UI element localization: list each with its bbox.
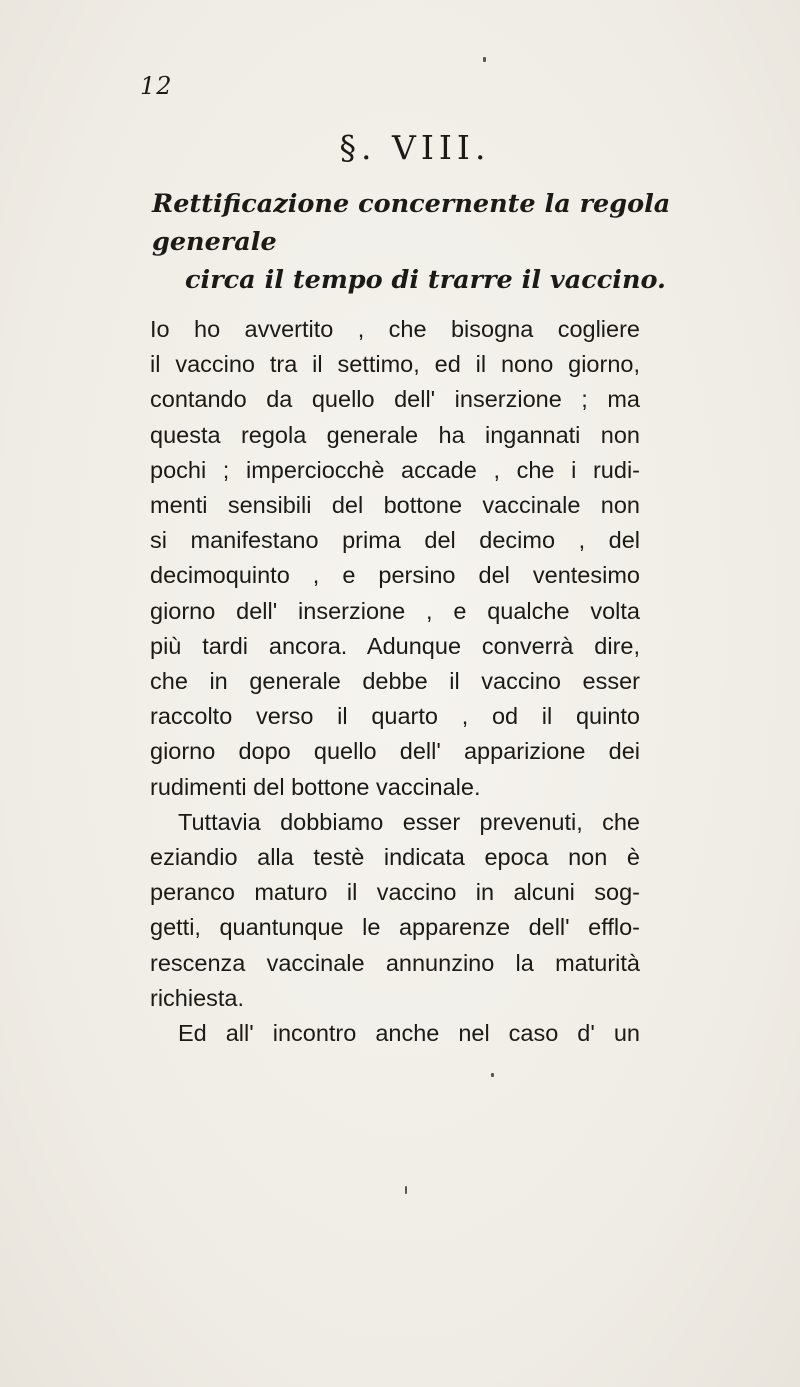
text-line: Io ho avvertito , che bisogna cogliere (150, 316, 640, 342)
text-line: eziandio alla testè indicata epoca non è (150, 844, 640, 871)
paper-speck (405, 1186, 407, 1194)
text-line: giorno dell' inserzione , e qualche volta (150, 597, 640, 624)
text-line: Tuttavia dobbiamo esser prevenuti, che (178, 808, 640, 835)
paper-speck (491, 1073, 494, 1077)
text-line: raccolto verso il quarto , od il quinto (150, 703, 640, 730)
text-line: il vaccino tra il settimo, ed il nono giorno, (150, 351, 640, 378)
text-line: richiesta. (150, 984, 245, 1011)
text-line: peranco maturo il vaccino in alcuni sog- (150, 879, 640, 906)
text-line: giorno dopo quello dell' apparizione dei (150, 738, 640, 765)
section-title (152, 185, 792, 299)
paper-speck (483, 57, 486, 62)
text-line: getti, quantunque le apparenze dell' efflo- (150, 914, 640, 941)
text-line: Ed all' incontro anche nel caso d' un (178, 1020, 640, 1047)
section-heading: §. VIII. (339, 128, 491, 167)
text-line: menti sensibili del bottone vaccinale non (150, 492, 640, 519)
page-number: 12 (140, 72, 173, 100)
text-line: più tardi ancora. Adunque converrà dire, (150, 632, 640, 659)
text-line: questa regola generale ha ingannati non (150, 421, 640, 448)
body-text (150, 312, 640, 1051)
text-line: che in generale debbe il vaccino esser (150, 668, 640, 695)
text-line: rudimenti del bottone vaccinale. (150, 773, 481, 800)
text-line: si manifestano prima del decimo , del (150, 527, 640, 554)
section-title-line-2: circa il tempo di trarre il vaccino. (185, 265, 666, 295)
text-line: decimoquinto , e persino del ventesimo (150, 562, 640, 589)
section-title-line-1: Rettificazione concernente la regola generale (152, 189, 671, 257)
text-line: contando da quello dell' inserzione ; ma (150, 386, 640, 413)
text-line: rescenza vaccinale annunzino la maturità (150, 949, 640, 976)
text-line: pochi ; imperciocchè accade , che i rudi- (150, 456, 640, 483)
